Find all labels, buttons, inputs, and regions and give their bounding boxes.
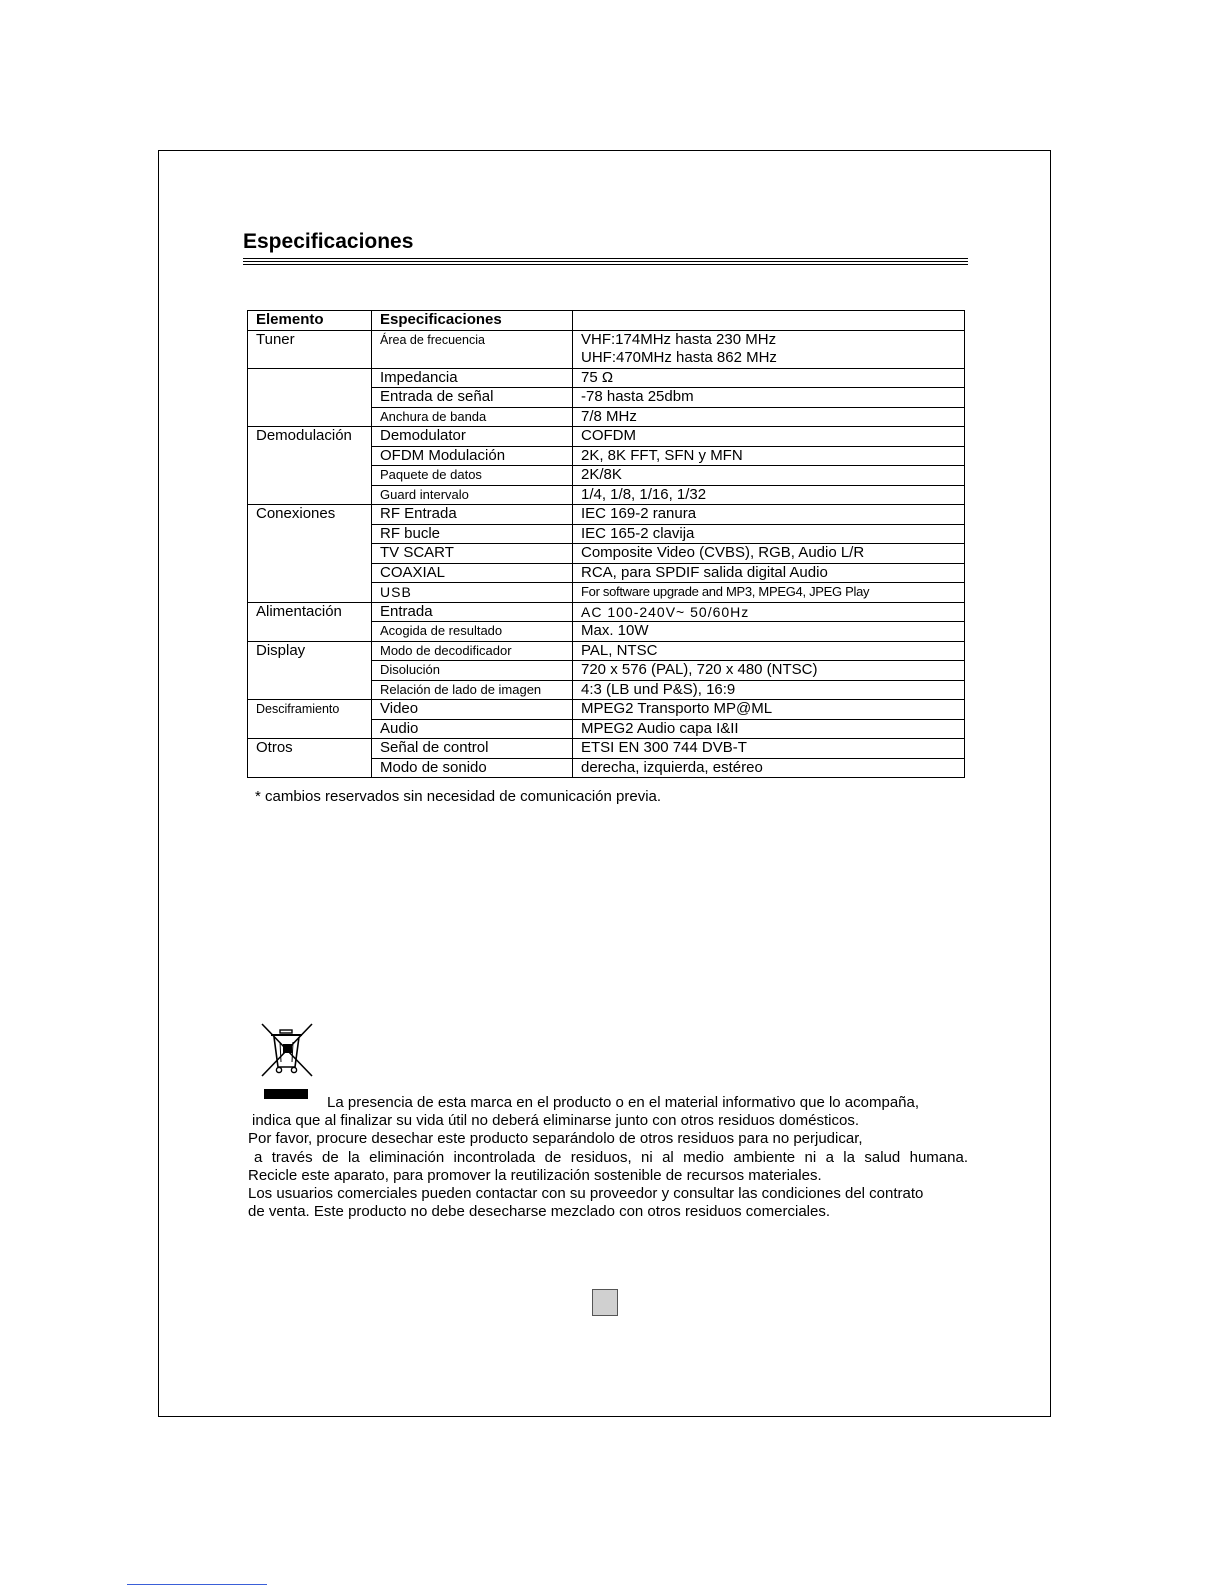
item-cell: OFDM Modulación [372,446,573,466]
value-cell: IEC 169-2 ranura [573,505,965,525]
value-cell: 7/8 MHz [573,407,965,427]
value-line: UHF:470MHz hasta 862 MHz [581,349,777,366]
disposal-line: a través de la eliminación incontrolada de residuos, ni al medio ambiente ni a la salud humana. [254,1148,968,1166]
table-row [248,427,965,447]
item-cell: Disolución [372,661,573,681]
element-cell: Display [248,641,372,700]
crossed-out-wheelie-bin-icon [258,1020,316,1080]
page-number-box [592,1289,618,1316]
item-cell: RF Entrada [372,505,573,525]
disposal-line: Recicle este aparato, para promover la reutilización sostenible de recursos materiales. [248,1166,822,1184]
value-cell: MPEG2 Audio capa I&II [573,719,965,739]
item-cell: Área de frecuencia [372,330,573,368]
value-cell: 2K/8K [573,466,965,486]
table-row [248,505,965,525]
item-cell: Guard intervalo [372,485,573,505]
item-cell: COAXIAL [372,563,573,583]
header-cell: Especificaciones [372,311,573,331]
value-cell: MPEG2 Transporto MP@ML [573,700,965,720]
item-cell: Entrada [372,602,573,622]
value-cell [573,330,965,368]
value-cell: ETSI EN 300 744 DVB-T [573,739,965,759]
value-cell: COFDM [573,427,965,447]
title-underline [243,258,968,265]
table-row [248,602,965,622]
element-cell: Tuner [248,330,372,368]
disposal-line: Los usuarios comerciales pueden contactar con su proveedor y consultar las condiciones del contrato [248,1185,924,1203]
table-row [248,739,965,759]
item-cell: USB [372,583,573,603]
disposal-line: indica que al finalizar su vida útil no deberá eliminarse junto con otros residuos domésticos. [252,1112,859,1130]
value-cell: derecha, izquierda, estéreo [573,758,965,778]
element-cell: Demodulación [248,427,372,505]
item-cell: Demodulator [372,427,573,447]
item-cell: Anchura de banda [372,407,573,427]
page-title: Especificaciones [243,230,414,253]
value-cell: 75 Ω [573,368,965,388]
value-cell: Max. 10W [573,622,965,642]
table-row [248,330,965,368]
item-cell: Acogida de resultado [372,622,573,642]
item-cell: Señal de control [372,739,573,759]
value-cell: 720 x 576 (PAL), 720 x 480 (NTSC) [573,661,965,681]
value-cell: 1/4, 1/8, 1/16, 1/32 [573,485,965,505]
value-cell: AC 100-240V~ 50/60Hz [573,602,965,622]
item-cell: TV SCART [372,544,573,564]
item-cell: Paquete de datos [372,466,573,486]
value-cell: 2K, 8K FFT, SFN y MFN [573,446,965,466]
item-cell: RF bucle [372,524,573,544]
element-cell: Desciframiento [248,700,372,739]
disposal-line: La presencia de esta marca en el producto o en el material informativo que lo acompaña, [327,1094,920,1111]
header-cell: Elemento [248,311,372,331]
item-cell: Relación de lado de imagen [372,680,573,700]
value-cell: IEC 165-2 clavija [573,524,965,544]
table-row [248,641,965,661]
item-cell: Video [372,700,573,720]
disposal-notice [248,1094,968,1221]
specifications-table [247,310,965,778]
value-cell: -78 hasta 25dbm [573,388,965,408]
item-cell: Modo de decodificador [372,641,573,661]
item-cell: Audio [372,719,573,739]
table-row [248,700,965,720]
item-cell: Modo de sonido [372,758,573,778]
element-cell: Otros [248,739,372,778]
table-header-row [248,311,965,331]
value-cell: Composite Video (CVBS), RGB, Audio L/R [573,544,965,564]
value-cell: For software upgrade and MP3, MPEG4, JPEG Play [573,583,965,603]
element-cell [248,368,372,427]
table-row [248,368,965,388]
value-line: VHF:174MHz hasta 230 MHz [581,330,777,348]
item-cell: Entrada de señal [372,388,573,408]
disposal-line: de venta. Este producto no debe desecharse mezclado con otros residuos comerciales. [248,1203,830,1221]
header-cell [573,311,965,331]
value-cell: RCA, para SPDIF salida digital Audio [573,563,965,583]
item-cell: Impedancia [372,368,573,388]
value-cell: PAL, NTSC [573,641,965,661]
element-cell: Conexiones [248,505,372,603]
footnote: * cambios reservados sin necesidad de comunicación previa. [255,788,662,805]
value-cell: 4:3 (LB und P&S), 16:9 [573,680,965,700]
disposal-line: Por favor, procure desechar este producto separándolo de otros residuos para no perjudicar, [248,1130,863,1148]
element-cell: Alimentación [248,602,372,641]
